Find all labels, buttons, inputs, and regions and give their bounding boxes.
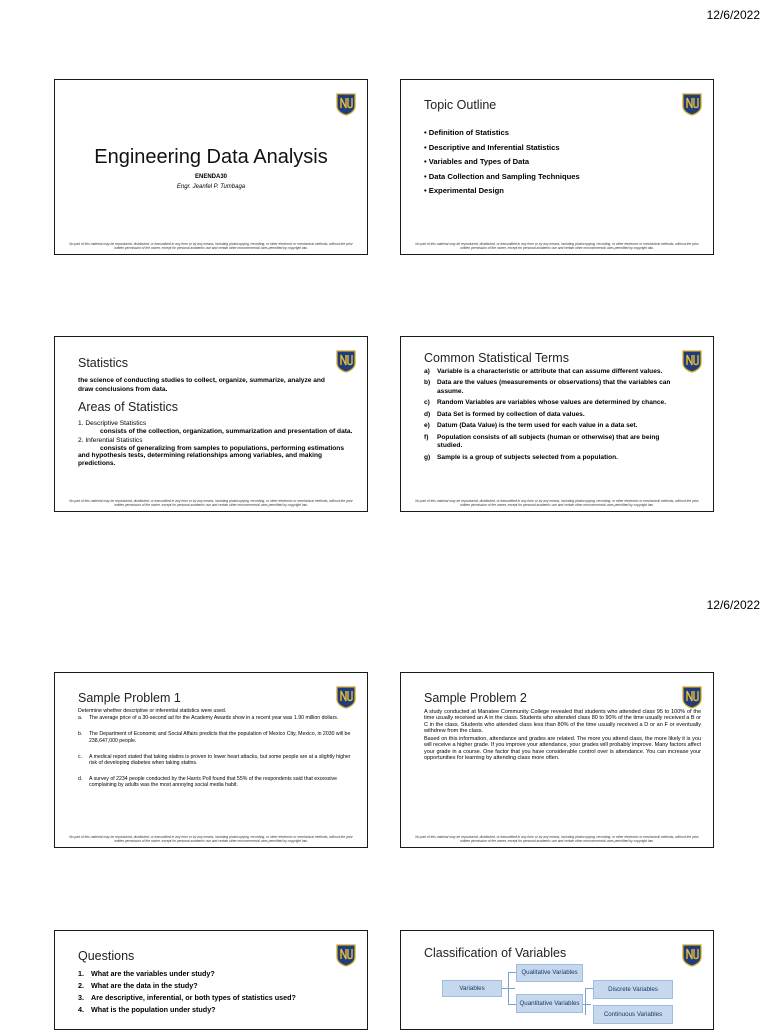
slide-statistics — [54, 336, 368, 512]
slide-heading: Common Statistical Terms — [424, 351, 569, 365]
slide-topic-outline — [400, 79, 714, 255]
topic-item: • Definition of Statistics — [424, 128, 509, 137]
slide-questions — [54, 930, 368, 1030]
term-item: c) Random Variables are variables whose values are determined by chance. — [424, 399, 667, 407]
diagram-node-qualitative: Qualitative Variables — [516, 964, 583, 982]
conclusion-paragraph: Based on this information, attendance and grades are related. The more you attend class, the more likely it is you will receive a higher grade. If you improve your attendance, your grades will probably improve. Many factors affect your grade in a course. One factor that you have considerable control over is attendance. You can increase your opportunities for learning by attending class more often. — [424, 736, 701, 762]
slide-sample-problem-1 — [54, 672, 368, 848]
terms-list — [424, 368, 683, 465]
question-item: 4. What is the population under study? — [78, 1005, 216, 1014]
university-logo-icon — [681, 685, 703, 709]
page-date-top: 12/6/2022 — [706, 8, 760, 22]
slide-heading: Sample Problem 1 — [78, 691, 181, 705]
slide-footer: No part of this material may be reproduced, distributed, or transmitted in any form or by any means, including photocopying, recording, or other electronic or mechanical methods, without the prior written permission of the owner, except for personal academic use and certain other noncommercial uses permitted by copyright law. — [69, 499, 353, 507]
question-item: 1. What are the variables under study? — [78, 969, 215, 978]
term-item: d) Data Set is formed by collection of data values. — [424, 410, 585, 418]
term-item: a) Variable is a characteristic or attribute that can assume different values. — [424, 368, 663, 375]
slide-heading: Classification of Variables — [424, 946, 567, 960]
term-item: b) Data are the values (measurements or observations) that the variables can assume. — [424, 379, 671, 395]
term-item: e) Datum (Data Value) is the term used for each value in a data set. — [424, 422, 638, 430]
page-date-middle: 12/6/2022 — [706, 598, 760, 612]
topic-list — [424, 126, 580, 199]
slide-heading: Topic Outline — [424, 98, 497, 112]
problem-item: d. A survey of 2234 people conducted by the Harris Poll found that 55% of the respondents said that excessive complaining by adults was the most annoying social media habit. — [78, 776, 338, 789]
term-item: g) Sample is a group of subjects selected from a population. — [424, 453, 618, 461]
diagram-node-variables: Variables — [442, 980, 502, 997]
course-code: ENENDA30 — [194, 174, 227, 180]
statistics-definition: the science of conducting studies to collect, organize, summarize, analyze and draw conclusions from data. — [78, 377, 325, 393]
area-inferential-title: 2. Inferential Statistics — [78, 437, 143, 445]
question-item: 2. What are the data in the study? — [78, 981, 198, 990]
university-logo-icon — [335, 349, 357, 373]
university-logo-icon — [681, 92, 703, 116]
diagram-node-continuous: Continuous Variables — [593, 1005, 673, 1024]
areas-heading: Areas of Statistics — [78, 400, 179, 414]
slide-footer: No part of this material may be reproduced, distributed, or transmitted in any form or by any means, including photocopying, recording, or other electronic or mechanical methods, without the prior written permission of the owner, except for personal academic use and certain other noncommercial uses permitted by copyright law. — [69, 835, 353, 843]
slide-footer: No part of this material may be reproduced, distributed, or transmitted in any form or by any means, including photocopying, recording, or other electronic or mechanical methods, without the prior written permission of the owner, except for personal academic use and certain other noncommercial uses permitted by copyright law. — [415, 242, 699, 250]
area-descriptive-title: 1. Descriptive Statistics — [78, 420, 147, 427]
term-item: f) Population consists of all subjects (human or otherwise) that are being studied. — [424, 433, 660, 450]
slide-common-terms — [400, 336, 714, 512]
slide-footer: No part of this material may be reproduced, distributed, or transmitted in any form or by any means, including photocopying, recording, or other electronic or mechanical methods, without the prior written permission of the owner, except for personal academic use and certain other noncommercial uses permitted by copyright law. — [69, 242, 353, 250]
university-logo-icon — [335, 943, 357, 967]
problem-instructions: Determine whether descriptive or inferential statistics were used. — [78, 708, 227, 714]
problem-item: c. A medical report stated that taking statins is proven to lower heart attacks, but some people are at a slightly higher risk of developing diabetes when taking statins. — [78, 753, 351, 767]
area-inferential-text: consists of generalizing from samples to populations, performing estimations and hypothesis tests, determining relationships among variables, and making predictions. — [78, 444, 345, 467]
diagram-node-discrete: Discrete Variables — [593, 980, 673, 999]
slide-heading: Questions — [78, 949, 135, 963]
topic-item: • Data Collection and Sampling Techniques — [424, 171, 580, 181]
topic-item: • Variables and Types of Data — [424, 157, 530, 166]
slide-heading: Statistics — [78, 356, 129, 370]
slide-footer: No part of this material may be reproduced, distributed, or transmitted in any form or by any means, including photocopying, recording, or other electronic or mechanical methods, without the prior written permission of the owner, except for personal academic use and certain other noncommercial uses permitted by copyright law. — [415, 835, 699, 843]
slide-title — [54, 79, 368, 255]
slide-sample-problem-2 — [400, 672, 714, 848]
area-descriptive-text: consists of the collection, organization, summarization and presentation of data. — [100, 427, 353, 435]
slide-classification — [400, 930, 714, 1030]
slide-heading: Sample Problem 2 — [424, 691, 527, 705]
problem-item: b. The Department of Economic and Social Affairs predicts that the population of Mexico City, Mexico, in 2030 will be 238,647,000 people. — [78, 731, 351, 744]
topic-item: • Descriptive and Inferential Statistics — [424, 142, 560, 152]
slide-main-title: Engineering Data Analysis — [94, 146, 328, 168]
author: Engr. Jeanfel P. Tumbaga — [176, 184, 246, 190]
questions-list — [78, 968, 296, 1016]
slide-footer: No part of this material may be reproduced, distributed, or transmitted in any form or by any means, including photocopying, recording, or other electronic or mechanical methods, without the prior written permission of the owner, except for personal academic use and certain other noncommercial uses permitted by copyright law. — [415, 499, 699, 507]
question-item: 3. Are descriptive, inferential, or both types of statistics used? — [78, 993, 296, 1002]
problem-list — [78, 715, 353, 788]
university-logo-icon — [681, 349, 703, 373]
university-logo-icon — [335, 92, 357, 116]
university-logo-icon — [681, 943, 703, 967]
topic-item: • Experimental Design — [424, 186, 504, 195]
university-logo-icon — [335, 685, 357, 709]
study-paragraph: A study conducted at Manatee Community College revealed that students who attended class 95 to 100% of the time usually received an A in the class. Students who attended class 80 to 90% of the time usually received a B or C in the class. Students who attended class less than 80% of the time usually received a D or an F or eventually withdrew from the class. — [424, 709, 701, 734]
diagram-node-quantitative: Quantitative Variables — [516, 994, 583, 1013]
problem-item: a. The average price of a 30-second ad for the Academy Awards show in a recent year was 1.90 million dollars. — [78, 715, 339, 722]
